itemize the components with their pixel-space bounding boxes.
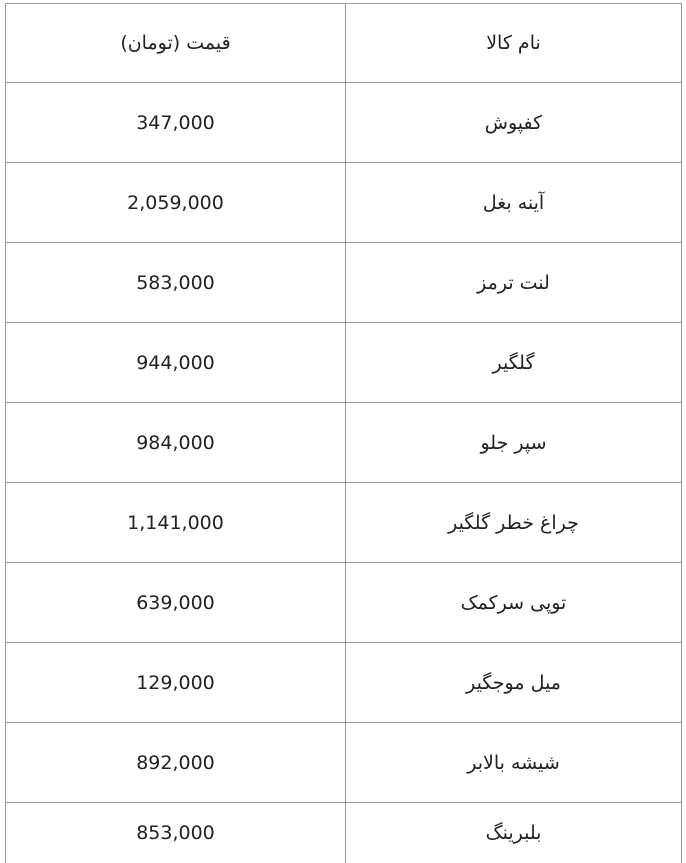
name-cell: شیشه بالابر [346,723,682,803]
table-row [6,483,682,563]
price-cell: 984,000 [6,403,346,483]
name-cell: کفپوش [346,83,682,163]
header-price: قیمت (تومان) [6,4,346,83]
table-header-row [6,4,682,83]
header-name: نام کالا [346,4,682,83]
table-row [6,723,682,803]
price-table [5,3,682,863]
price-cell: 639,000 [6,563,346,643]
price-cell: 1,141,000 [6,483,346,563]
price-cell: 853,000 [6,803,346,863]
table-row [6,243,682,323]
name-cell: توپی سرکمک [346,563,682,643]
name-cell: آینه بغل [346,163,682,243]
table-row [6,323,682,403]
price-cell: 583,000 [6,243,346,323]
table-row [6,643,682,723]
name-cell: بلبرینگ [346,803,682,863]
price-cell: 129,000 [6,643,346,723]
price-cell: 347,000 [6,83,346,163]
name-cell: میل موجگیر [346,643,682,723]
name-cell: لنت ترمز [346,243,682,323]
price-cell: 2,059,000 [6,163,346,243]
table-row [6,563,682,643]
price-cell: 892,000 [6,723,346,803]
price-cell: 944,000 [6,323,346,403]
name-cell: سپر جلو [346,403,682,483]
table-row [6,403,682,483]
name-cell: گلگیر [346,323,682,403]
name-cell: چراغ خطر گلگیر [346,483,682,563]
table-row [6,803,682,863]
table-row [6,83,682,163]
table-row [6,163,682,243]
